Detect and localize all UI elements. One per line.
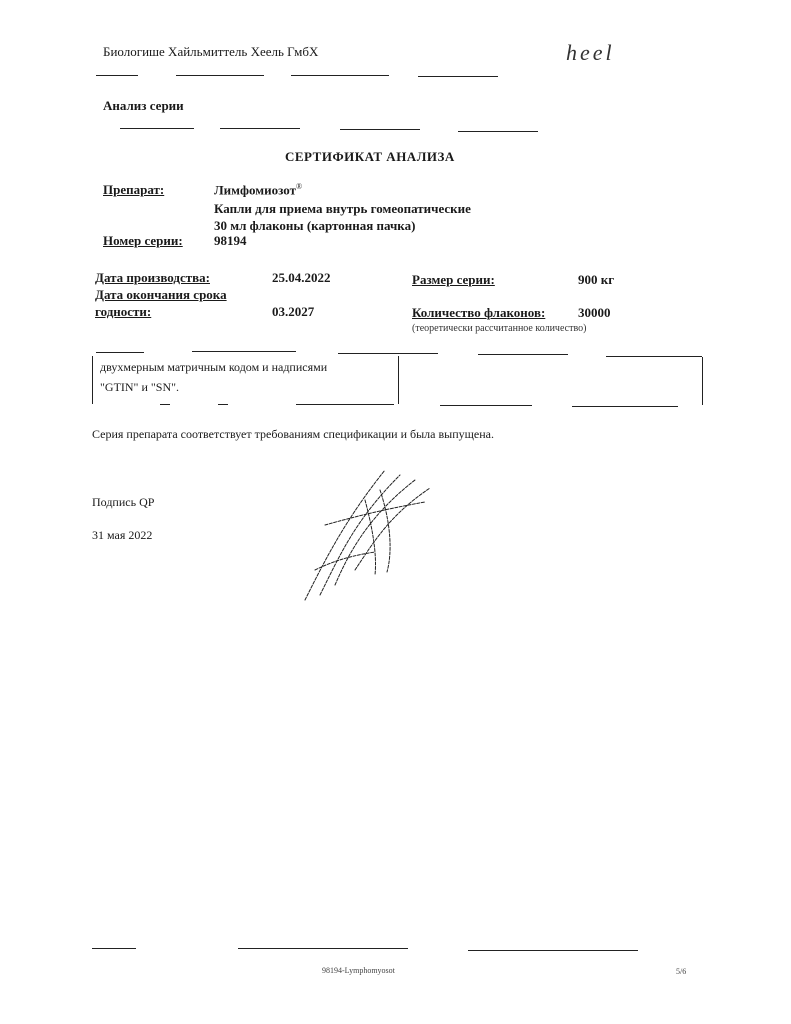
redaction-line (606, 356, 702, 357)
redaction-line (96, 352, 144, 353)
vial-count-note: (теоретически рассчитанное количество) (412, 323, 587, 334)
preparation-name: Лимфомиозот® (214, 182, 303, 198)
redaction-line (572, 406, 678, 407)
redaction-line (418, 76, 498, 77)
preparation-label: Препарат: (103, 182, 165, 197)
redaction-line (478, 354, 568, 355)
document-title: СЕРТИФИКАТ АНАЛИЗА (285, 149, 455, 164)
redaction-line (192, 351, 296, 352)
redaction-line (291, 75, 389, 76)
preparation-form-line2: 30 мл флаконы (картонная пачка) (214, 218, 416, 233)
redaction-line (296, 404, 394, 405)
footer-doc-code: 98194-Lymphomyosot (322, 966, 395, 975)
batch-size-label: Размер серии: (412, 272, 495, 287)
box-border-middle (398, 356, 399, 404)
batch-size-value: 900 кг (578, 272, 615, 287)
redaction-line (120, 128, 194, 129)
handwritten-signature (295, 460, 445, 610)
redaction-line (218, 404, 228, 405)
box-text-line2: "GTIN" и "SN". (100, 380, 180, 394)
vial-count-label: Количество флаконов: (412, 305, 546, 320)
box-border-left (92, 356, 93, 404)
conformity-statement: Серия препарата соответствует требованиям спецификации и была выпущена. (92, 427, 494, 441)
redaction-line (440, 405, 532, 406)
expiry-value: 03.2027 (272, 304, 315, 319)
redaction-line (458, 131, 538, 132)
manufacture-date-value: 25.04.2022 (272, 270, 331, 285)
expiry-label-line2: годности: (95, 304, 152, 319)
preparation-form-line1: Капли для приема внутрь гомеопатические (214, 201, 471, 216)
box-border-right (702, 357, 703, 405)
company-logo: heel (566, 40, 615, 65)
section-title: Анализ серии (103, 98, 184, 113)
box-text-line1: двухмерным матричным кодом и надписями (100, 360, 328, 374)
footer-line (92, 948, 136, 949)
expiry-label-line1: Дата окончания срока (95, 287, 227, 302)
batch-number-label: Номер серии: (103, 233, 183, 248)
footer-line (238, 948, 408, 949)
footer-line (468, 950, 638, 951)
redaction-line (160, 404, 170, 405)
redaction-line (96, 75, 138, 76)
redaction-line (176, 75, 264, 76)
redaction-line (340, 129, 420, 130)
batch-number-value: 98194 (214, 233, 247, 248)
signature-date: 31 мая 2022 (92, 528, 153, 542)
redaction-line (220, 128, 300, 129)
manufacture-date-label: Дата производства: (95, 270, 210, 285)
redaction-line (338, 353, 438, 354)
vial-count-value: 30000 (578, 305, 611, 320)
company-name: Биологише Хайльмиттель Хеель ГмбХ (103, 44, 319, 59)
signature-label: Подпись QP (92, 495, 155, 509)
footer-page-number: 5/6 (676, 967, 687, 976)
